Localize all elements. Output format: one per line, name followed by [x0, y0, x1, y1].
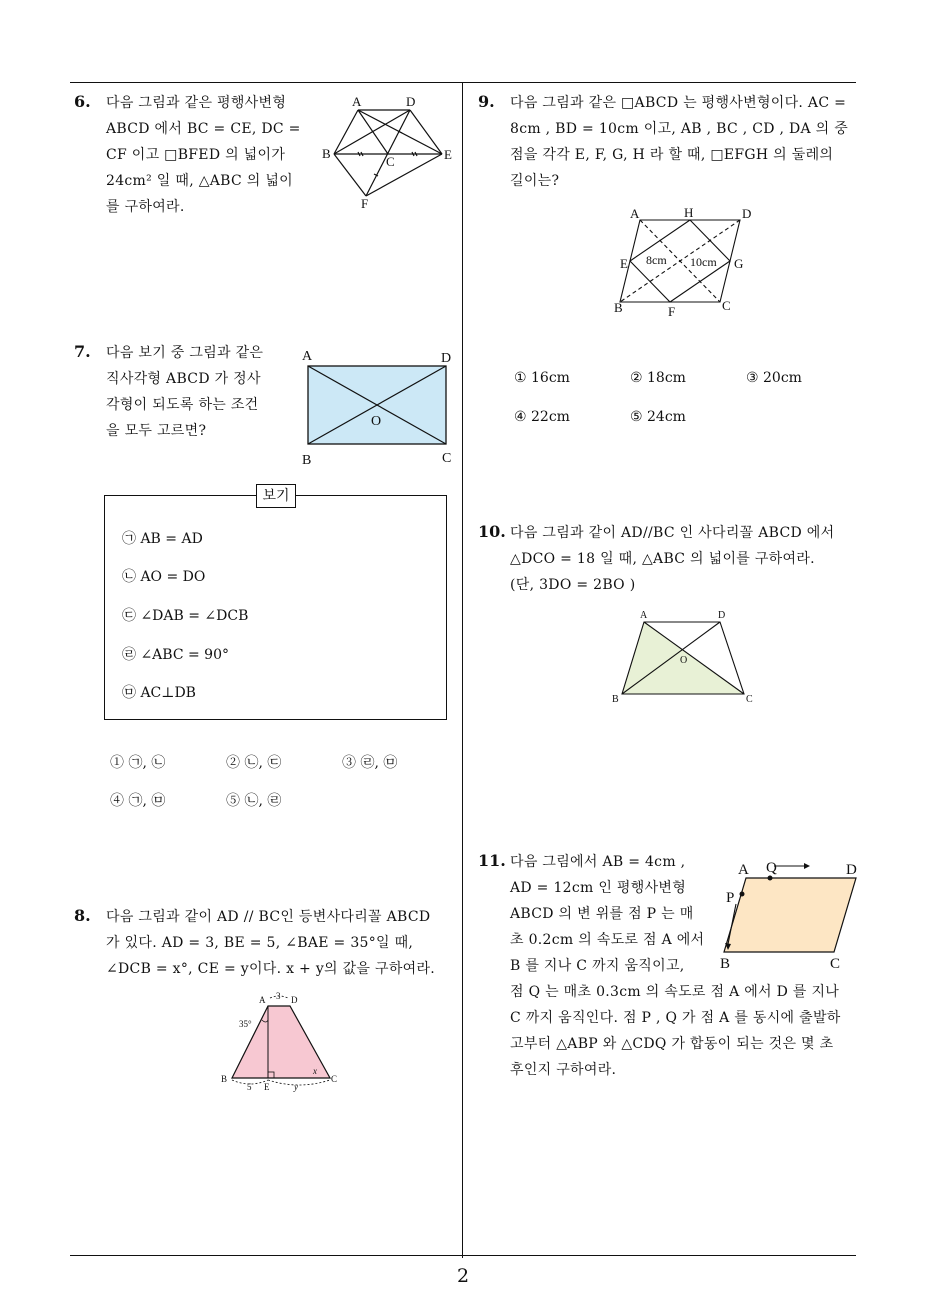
- text-line: 점 Q 는 매초 0.3cm 의 속도로 점 A 에서 D 를 지나: [510, 984, 840, 1000]
- label-A: A: [640, 610, 648, 621]
- text-line: 점을 각각 E, F, G, H 라 할 때, □EFGH 의 둘레의: [510, 147, 834, 163]
- label-EC: y: [294, 1082, 298, 1092]
- label-C: C: [746, 694, 753, 705]
- bogi-title: 보기: [256, 484, 296, 508]
- text-line: 24cm² 일 때, △ABC 의 넓이: [106, 173, 294, 189]
- choice-1[interactable]: ① ㉠, ㉡: [110, 755, 166, 771]
- text-line: 을 모두 고르면?: [106, 423, 207, 439]
- label-A: A: [738, 862, 749, 878]
- label-C: C: [830, 956, 841, 972]
- trapezoid-diagonal-figure: [606, 606, 760, 710]
- choice-3[interactable]: ③ 20cm: [746, 370, 802, 386]
- choice-3[interactable]: ③ ㉣, ㉤: [342, 755, 398, 771]
- moving-points-figure: [716, 858, 866, 976]
- rectangle-figure: [296, 344, 460, 470]
- choice-5[interactable]: ⑤ ㉡, ㉣: [226, 793, 282, 809]
- problem-text: [106, 340, 296, 444]
- label-angle: 35°: [239, 1019, 252, 1029]
- label-D: D: [441, 351, 452, 366]
- text-line: 직사각형 ABCD 가 정사: [106, 371, 261, 387]
- text-line: 8cm , BD = 10cm 이고, AB , BC , CD , DA 의 중: [510, 121, 849, 137]
- label-x: x: [313, 1066, 317, 1076]
- label-B: B: [612, 694, 619, 705]
- problem-number: 7.: [74, 342, 91, 361]
- label-E: E: [264, 1082, 270, 1092]
- text-line: 다음 그림과 같이 AD//BC 인 사다리꼴 ABCD 에서: [510, 525, 835, 541]
- problem-text: [510, 90, 860, 194]
- label-B: B: [302, 453, 312, 468]
- choice-2[interactable]: ② ㉡, ㉢: [226, 755, 282, 771]
- trapezoid-figure: [218, 990, 344, 1094]
- parallelogram-figure: [318, 94, 464, 212]
- text-line: 초 0.2cm 의 속도로 점 A 에서: [510, 932, 705, 948]
- label-A: A: [352, 94, 362, 109]
- text-line: △DCO = 18 일 때, △ABC 의 넓이를 구하여라.: [510, 551, 815, 567]
- choice-4[interactable]: ④ ㉠, ㉤: [110, 793, 166, 809]
- text-line: (단, 3DO = 2BO ): [510, 577, 636, 593]
- problem-number: 10.: [478, 522, 506, 541]
- label-B: B: [614, 300, 623, 315]
- label-AC-length: 8cm: [646, 253, 667, 267]
- page-number: 2: [456, 1265, 470, 1287]
- text-line: 다음 그림과 같은 □ABCD 는 평행사변형이다. AC =: [510, 95, 847, 111]
- label-C: C: [331, 1074, 338, 1084]
- problem-text: [106, 90, 316, 220]
- problem-number: 6.: [74, 92, 91, 111]
- problem-text: [510, 520, 860, 598]
- label-D: D: [291, 995, 298, 1005]
- label-B: B: [221, 1074, 228, 1084]
- bogi-item-4: ㉣ ∠ABC = 90°: [122, 647, 229, 663]
- label-Q: Q: [766, 860, 777, 876]
- bottom-rule: [70, 1255, 856, 1256]
- choice-4[interactable]: ④ 22cm: [514, 409, 570, 425]
- label-A: A: [302, 349, 313, 364]
- label-O: O: [680, 655, 688, 666]
- text-line: 다음 보기 중 그림과 같은: [106, 345, 264, 361]
- bogi-item-2: ㉡ AO = DO: [122, 569, 206, 585]
- label-AD: 3: [276, 991, 281, 1001]
- label-A: A: [630, 206, 640, 221]
- label-F: F: [668, 304, 676, 319]
- label-E: E: [620, 256, 628, 271]
- top-rule: [70, 82, 856, 83]
- problem-number: 11.: [478, 851, 506, 870]
- text-line: 다음 그림에서 AB = 4cm ,: [510, 854, 686, 870]
- label-D: D: [406, 94, 416, 109]
- label-B: B: [720, 956, 731, 972]
- choice-1[interactable]: ① 16cm: [514, 370, 570, 386]
- text-line: AD = 12cm 인 평행사변형: [510, 880, 687, 896]
- label-H: H: [684, 205, 694, 220]
- choice-5[interactable]: ⑤ 24cm: [630, 409, 686, 425]
- label-O: O: [371, 414, 382, 429]
- label-C: C: [722, 298, 731, 313]
- label-C: C: [386, 154, 395, 169]
- parallelogram-midpoint-figure: [612, 202, 762, 320]
- label-F: F: [361, 196, 369, 211]
- label-P: P: [726, 890, 735, 906]
- label-D: D: [846, 862, 857, 878]
- label-B: B: [322, 146, 331, 161]
- text-line: 다음 그림과 같이 AD // BC인 등변사다리꼴 ABCD: [106, 909, 431, 925]
- text-line: 를 구하여라.: [106, 199, 185, 215]
- text-line: ∠DCB = x°, CE = y이다. x + y의 값을 구하여라.: [106, 961, 436, 977]
- text-line: ABCD 에서 BC = CE, DC =: [106, 121, 301, 137]
- text-line: 가 있다. AD = 3, BE = 5, ∠BAE = 35°일 때,: [106, 935, 414, 951]
- bogi-item-5: ㉤ AC⊥DB: [122, 685, 196, 701]
- column-divider: [462, 82, 463, 1258]
- bogi-item-3: ㉢ ∠DAB = ∠DCB: [122, 608, 249, 624]
- text-line: 고부터 △ABP 와 △CDQ 가 합동이 되는 것은 몇 초: [510, 1036, 834, 1052]
- label-A: A: [259, 995, 266, 1005]
- text-line: 길이는?: [510, 173, 560, 189]
- label-BE: 5: [247, 1082, 252, 1092]
- text-line: 각형이 되도록 하는 조건: [106, 397, 259, 413]
- text-line: C 까지 움직인다. 점 P , Q 가 점 A 를 동시에 출발하: [510, 1010, 841, 1026]
- label-D: D: [742, 206, 752, 221]
- text-line: B 를 지나 C 까지 움직이고,: [510, 958, 685, 974]
- label-G: G: [734, 256, 744, 271]
- bogi-item-1: ㉠ AB = AD: [122, 531, 203, 547]
- problem-number: 9.: [478, 92, 495, 111]
- text-line: ABCD 의 변 위를 점 P 는 매: [510, 906, 694, 922]
- text-line: CF 이고 □BFED 의 넓이가: [106, 147, 286, 163]
- label-BD-length: 10cm: [690, 255, 717, 269]
- choice-2[interactable]: ② 18cm: [630, 370, 686, 386]
- problem-number: 8.: [74, 906, 91, 925]
- label-C: C: [442, 451, 452, 466]
- label-D: D: [718, 610, 726, 621]
- label-E: E: [444, 147, 452, 162]
- text-line: 후인지 구하여라.: [510, 1062, 617, 1078]
- problem-text: [106, 904, 456, 982]
- text-line: 다음 그림과 같은 평행사변형: [106, 95, 287, 111]
